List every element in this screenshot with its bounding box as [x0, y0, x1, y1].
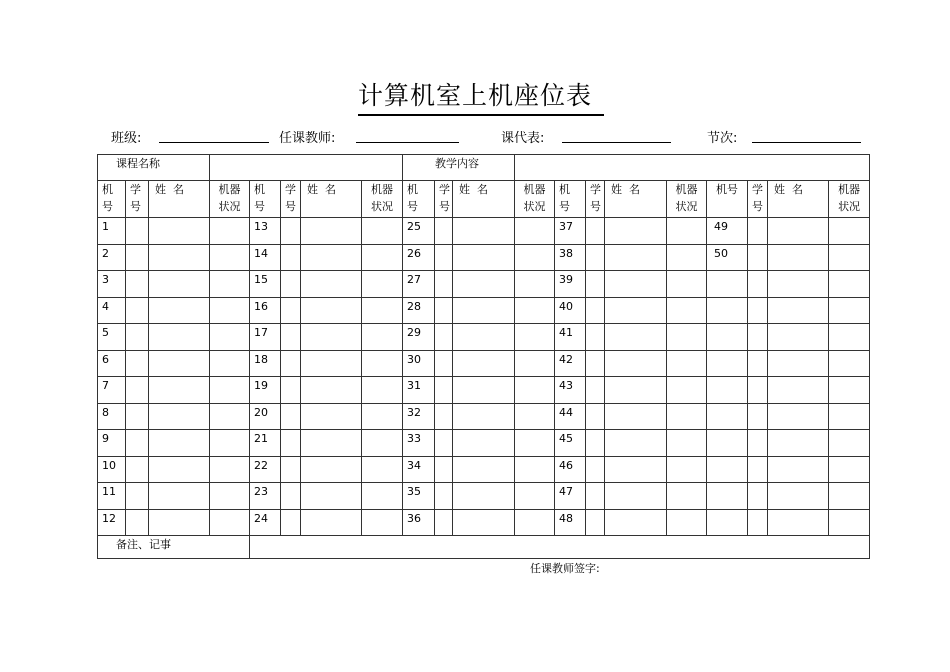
- student-no-cell[interactable]: [748, 377, 768, 404]
- machine-status-cell[interactable]: [829, 483, 870, 510]
- student-name-cell[interactable]: [605, 324, 667, 351]
- student-name-cell[interactable]: [301, 297, 362, 324]
- student-no-cell[interactable]: [748, 350, 768, 377]
- machine-number-cell: [707, 297, 748, 324]
- machine-number-cell: [707, 430, 748, 457]
- student-no-cell[interactable]: [435, 377, 453, 404]
- student-name-cell[interactable]: [605, 509, 667, 536]
- machine-status-cell[interactable]: [362, 324, 403, 351]
- machine-number-cell: 11: [98, 483, 126, 510]
- machine-status-cell[interactable]: [362, 403, 403, 430]
- student-no-cell[interactable]: [748, 218, 768, 245]
- machine-number-cell: 14: [250, 244, 281, 271]
- student-no-cell[interactable]: [586, 350, 605, 377]
- student-name-cell[interactable]: [149, 509, 210, 536]
- student-name-cell[interactable]: [453, 483, 515, 510]
- student-no-cell[interactable]: [281, 509, 301, 536]
- student-no-cell[interactable]: [126, 403, 149, 430]
- student-no-cell[interactable]: [435, 350, 453, 377]
- student-no-cell[interactable]: [748, 509, 768, 536]
- machine-status-cell[interactable]: [210, 350, 250, 377]
- student-name-cell[interactable]: [301, 244, 362, 271]
- student-name-cell[interactable]: [453, 350, 515, 377]
- student-no-cell[interactable]: [586, 297, 605, 324]
- machine-number-cell: 3: [98, 271, 126, 298]
- machine-number-cell: 43: [555, 377, 586, 404]
- student-name-cell[interactable]: [453, 271, 515, 298]
- table-row: [98, 456, 870, 483]
- student-no-cell[interactable]: [126, 483, 149, 510]
- notes-field[interactable]: [250, 536, 870, 559]
- notes-row: [98, 536, 870, 559]
- header-student-no: 学 号: [748, 181, 768, 218]
- student-name-cell[interactable]: [453, 509, 515, 536]
- student-name-cell[interactable]: [149, 271, 210, 298]
- machine-number-cell: 34: [403, 456, 435, 483]
- machine-number-cell: 37: [555, 218, 586, 245]
- student-name-cell[interactable]: [301, 271, 362, 298]
- student-no-cell[interactable]: [126, 244, 149, 271]
- student-name-cell[interactable]: [605, 350, 667, 377]
- student-no-cell[interactable]: [281, 350, 301, 377]
- machine-status-cell[interactable]: [210, 271, 250, 298]
- student-no-cell[interactable]: [126, 324, 149, 351]
- machine-number-cell: 30: [403, 350, 435, 377]
- student-no-cell[interactable]: [281, 456, 301, 483]
- table-row: [98, 509, 870, 536]
- table-row: [98, 271, 870, 298]
- machine-number-cell: 35: [403, 483, 435, 510]
- machine-status-cell[interactable]: [515, 430, 555, 457]
- student-no-cell[interactable]: [435, 324, 453, 351]
- machine-status-cell[interactable]: [829, 456, 870, 483]
- seat-table: [97, 154, 870, 559]
- student-no-cell[interactable]: [281, 430, 301, 457]
- student-no-cell[interactable]: [126, 271, 149, 298]
- student-name-cell[interactable]: [453, 244, 515, 271]
- header-student-name: 姓 名: [768, 181, 829, 218]
- table-row: [98, 483, 870, 510]
- machine-number-cell: 29: [403, 324, 435, 351]
- student-no-cell[interactable]: [435, 218, 453, 245]
- machine-number-cell: 42: [555, 350, 586, 377]
- machine-number-cell: 23: [250, 483, 281, 510]
- student-no-cell[interactable]: [748, 324, 768, 351]
- student-no-cell[interactable]: [435, 297, 453, 324]
- student-name-cell[interactable]: [453, 456, 515, 483]
- student-no-cell[interactable]: [281, 324, 301, 351]
- machine-number-cell: 7: [98, 377, 126, 404]
- machine-number-cell: 6: [98, 350, 126, 377]
- machine-status-cell[interactable]: [362, 483, 403, 510]
- header-machine-status: 机器 状况: [515, 181, 555, 218]
- machine-status-cell[interactable]: [515, 271, 555, 298]
- student-no-cell[interactable]: [748, 244, 768, 271]
- machine-number-cell: 16: [250, 297, 281, 324]
- student-name-cell[interactable]: [149, 244, 210, 271]
- header-machine-status: 机器 状况: [210, 181, 250, 218]
- machine-number-cell: 22: [250, 456, 281, 483]
- machine-number-cell: 28: [403, 297, 435, 324]
- student-name-cell[interactable]: [453, 297, 515, 324]
- machine-number-cell: [707, 271, 748, 298]
- student-name-cell[interactable]: [453, 430, 515, 457]
- machine-status-cell[interactable]: [829, 244, 870, 271]
- machine-status-cell[interactable]: [829, 377, 870, 404]
- student-name-cell[interactable]: [768, 456, 829, 483]
- teaching-content-label: 教学内容: [403, 155, 515, 181]
- student-no-cell[interactable]: [586, 271, 605, 298]
- header-row: [98, 181, 870, 218]
- student-no-cell[interactable]: [748, 297, 768, 324]
- machine-number-cell: 9: [98, 430, 126, 457]
- student-name-cell[interactable]: [301, 509, 362, 536]
- student-no-cell[interactable]: [281, 271, 301, 298]
- student-name-cell[interactable]: [149, 350, 210, 377]
- period-field: [707, 127, 737, 145]
- machine-status-cell[interactable]: [210, 509, 250, 536]
- machine-number-cell: 40: [555, 297, 586, 324]
- machine-number-cell: 33: [403, 430, 435, 457]
- header-machine-no: 机号: [707, 181, 748, 218]
- teacher-field: [279, 127, 335, 145]
- header-student-name: 姓 名: [453, 181, 515, 218]
- header-student-name: 姓 名: [605, 181, 667, 218]
- machine-status-cell[interactable]: [515, 350, 555, 377]
- student-name-cell[interactable]: [149, 297, 210, 324]
- student-no-cell[interactable]: [748, 403, 768, 430]
- teacher-input-line[interactable]: [356, 142, 459, 143]
- student-no-cell[interactable]: [126, 297, 149, 324]
- header-student-name: 姓 名: [149, 181, 210, 218]
- student-name-cell[interactable]: [149, 377, 210, 404]
- machine-number-cell: 41: [555, 324, 586, 351]
- student-name-cell[interactable]: [301, 377, 362, 404]
- machine-status-cell[interactable]: [667, 403, 707, 430]
- student-no-cell[interactable]: [281, 244, 301, 271]
- machine-status-cell[interactable]: [362, 456, 403, 483]
- machine-number-cell: 44: [555, 403, 586, 430]
- period-label: 节次:: [707, 131, 738, 146]
- class-label: 班级:: [111, 131, 142, 146]
- student-no-cell[interactable]: [435, 430, 453, 457]
- table-row: [98, 218, 870, 245]
- machine-status-cell[interactable]: [829, 297, 870, 324]
- table-row: [98, 377, 870, 404]
- machine-status-cell[interactable]: [362, 218, 403, 245]
- machine-status-cell[interactable]: [515, 483, 555, 510]
- student-name-cell[interactable]: [768, 509, 829, 536]
- student-no-cell[interactable]: [748, 430, 768, 457]
- machine-status-cell[interactable]: [362, 377, 403, 404]
- machine-number-cell: 2: [98, 244, 126, 271]
- student-name-cell[interactable]: [301, 324, 362, 351]
- machine-number-cell: 10: [98, 456, 126, 483]
- machine-status-cell[interactable]: [667, 297, 707, 324]
- machine-number-cell: 49: [707, 218, 748, 245]
- machine-number-cell: 21: [250, 430, 281, 457]
- student-name-cell[interactable]: [605, 483, 667, 510]
- student-no-cell[interactable]: [586, 483, 605, 510]
- machine-number-cell: 38: [555, 244, 586, 271]
- course-name-field[interactable]: [210, 155, 403, 181]
- machine-status-cell[interactable]: [667, 244, 707, 271]
- machine-number-cell: [707, 403, 748, 430]
- student-name-cell[interactable]: [605, 456, 667, 483]
- student-no-cell[interactable]: [748, 483, 768, 510]
- student-no-cell[interactable]: [281, 483, 301, 510]
- table-row: [98, 297, 870, 324]
- student-no-cell[interactable]: [126, 430, 149, 457]
- machine-status-cell[interactable]: [210, 218, 250, 245]
- student-name-cell[interactable]: [768, 324, 829, 351]
- student-name-cell[interactable]: [301, 483, 362, 510]
- machine-number-cell: [707, 350, 748, 377]
- student-name-cell[interactable]: [768, 403, 829, 430]
- machine-status-cell[interactable]: [210, 324, 250, 351]
- student-no-cell[interactable]: [586, 324, 605, 351]
- student-name-cell[interactable]: [453, 377, 515, 404]
- machine-status-cell[interactable]: [362, 271, 403, 298]
- machine-number-cell: 25: [403, 218, 435, 245]
- student-name-cell[interactable]: [768, 271, 829, 298]
- rep-label: 课代表:: [501, 131, 545, 146]
- machine-status-cell[interactable]: [667, 218, 707, 245]
- machine-number-cell: 31: [403, 377, 435, 404]
- machine-number-cell: 47: [555, 483, 586, 510]
- machine-number-cell: 19: [250, 377, 281, 404]
- machine-status-cell[interactable]: [515, 218, 555, 245]
- student-name-cell[interactable]: [149, 403, 210, 430]
- student-no-cell[interactable]: [281, 377, 301, 404]
- machine-number-cell: 20: [250, 403, 281, 430]
- machine-status-cell[interactable]: [829, 509, 870, 536]
- student-no-cell[interactable]: [126, 377, 149, 404]
- machine-status-cell[interactable]: [362, 350, 403, 377]
- student-name-cell[interactable]: [605, 377, 667, 404]
- student-name-cell[interactable]: [605, 271, 667, 298]
- machine-number-cell: 4: [98, 297, 126, 324]
- machine-status-cell[interactable]: [667, 509, 707, 536]
- header-student-no: 学 号: [126, 181, 149, 218]
- machine-number-cell: 1: [98, 218, 126, 245]
- student-no-cell[interactable]: [435, 456, 453, 483]
- machine-status-cell[interactable]: [829, 403, 870, 430]
- student-name-cell[interactable]: [149, 483, 210, 510]
- header-machine-no: 机 号: [98, 181, 126, 218]
- student-no-cell[interactable]: [586, 218, 605, 245]
- student-name-cell[interactable]: [149, 324, 210, 351]
- machine-number-cell: 32: [403, 403, 435, 430]
- table-row: [98, 350, 870, 377]
- machine-status-cell[interactable]: [515, 456, 555, 483]
- machine-status-cell[interactable]: [210, 430, 250, 457]
- machine-status-cell[interactable]: [515, 297, 555, 324]
- student-no-cell[interactable]: [586, 430, 605, 457]
- machine-number-cell: 48: [555, 509, 586, 536]
- machine-status-cell[interactable]: [667, 377, 707, 404]
- table-row: [98, 403, 870, 430]
- machine-status-cell[interactable]: [362, 509, 403, 536]
- student-name-cell[interactable]: [149, 456, 210, 483]
- machine-status-cell[interactable]: [829, 350, 870, 377]
- header-student-no: 学 号: [435, 181, 453, 218]
- student-name-cell[interactable]: [768, 350, 829, 377]
- student-name-cell[interactable]: [453, 324, 515, 351]
- machine-status-cell[interactable]: [210, 377, 250, 404]
- machine-number-cell: [707, 377, 748, 404]
- header-student-name: 姓 名: [301, 181, 362, 218]
- teaching-content-field[interactable]: [515, 155, 870, 181]
- header-machine-no: 机 号: [555, 181, 586, 218]
- student-name-cell[interactable]: [453, 403, 515, 430]
- machine-number-cell: 46: [555, 456, 586, 483]
- course-row: [98, 155, 870, 181]
- machine-status-cell[interactable]: [210, 403, 250, 430]
- period-input-line[interactable]: [752, 142, 861, 143]
- machine-status-cell[interactable]: [210, 456, 250, 483]
- student-name-cell[interactable]: [768, 483, 829, 510]
- student-no-cell[interactable]: [435, 271, 453, 298]
- machine-status-cell[interactable]: [515, 244, 555, 271]
- machine-number-cell: 17: [250, 324, 281, 351]
- machine-number-cell: 15: [250, 271, 281, 298]
- student-no-cell[interactable]: [281, 297, 301, 324]
- machine-number-cell: 27: [403, 271, 435, 298]
- student-name-cell[interactable]: [605, 244, 667, 271]
- machine-number-cell: 24: [250, 509, 281, 536]
- machine-status-cell[interactable]: [210, 244, 250, 271]
- machine-status-cell[interactable]: [829, 430, 870, 457]
- machine-status-cell[interactable]: [515, 403, 555, 430]
- machine-number-cell: [707, 483, 748, 510]
- student-no-cell[interactable]: [748, 271, 768, 298]
- machine-status-cell[interactable]: [667, 350, 707, 377]
- student-no-cell[interactable]: [281, 218, 301, 245]
- student-name-cell[interactable]: [768, 430, 829, 457]
- student-name-cell[interactable]: [301, 350, 362, 377]
- student-name-cell[interactable]: [301, 403, 362, 430]
- machine-status-cell[interactable]: [515, 377, 555, 404]
- machine-status-cell[interactable]: [210, 483, 250, 510]
- machine-number-cell: [707, 456, 748, 483]
- student-no-cell[interactable]: [281, 403, 301, 430]
- class-input-line[interactable]: [159, 142, 269, 143]
- header-student-no: 学 号: [281, 181, 301, 218]
- machine-status-cell[interactable]: [667, 271, 707, 298]
- page-title: 计算机室上机座位表: [358, 76, 604, 116]
- student-no-cell[interactable]: [586, 403, 605, 430]
- student-name-cell[interactable]: [768, 377, 829, 404]
- rep-field: [501, 127, 544, 145]
- student-no-cell[interactable]: [435, 483, 453, 510]
- machine-status-cell[interactable]: [829, 271, 870, 298]
- student-no-cell[interactable]: [126, 509, 149, 536]
- machine-number-cell: 50: [707, 244, 748, 271]
- student-no-cell[interactable]: [586, 456, 605, 483]
- teacher-label: 任课教师:: [279, 131, 336, 146]
- student-name-cell[interactable]: [768, 218, 829, 245]
- machine-number-cell: 5: [98, 324, 126, 351]
- machine-number-cell: 12: [98, 509, 126, 536]
- machine-number-cell: 26: [403, 244, 435, 271]
- student-no-cell[interactable]: [435, 509, 453, 536]
- header-machine-status: 机器 状况: [362, 181, 403, 218]
- student-no-cell[interactable]: [126, 218, 149, 245]
- rep-input-line[interactable]: [562, 142, 671, 143]
- machine-status-cell[interactable]: [515, 509, 555, 536]
- student-no-cell[interactable]: [126, 350, 149, 377]
- table-row: [98, 324, 870, 351]
- student-name-cell[interactable]: [768, 244, 829, 271]
- student-name-cell[interactable]: [301, 218, 362, 245]
- student-no-cell[interactable]: [126, 456, 149, 483]
- student-name-cell[interactable]: [301, 430, 362, 457]
- student-name-cell[interactable]: [605, 403, 667, 430]
- header-machine-no: 机 号: [403, 181, 435, 218]
- student-name-cell[interactable]: [768, 297, 829, 324]
- student-no-cell[interactable]: [435, 244, 453, 271]
- student-no-cell[interactable]: [586, 244, 605, 271]
- course-name-label: 课程名称: [98, 155, 210, 181]
- student-name-cell[interactable]: [149, 218, 210, 245]
- student-name-cell[interactable]: [605, 430, 667, 457]
- machine-number-cell: 8: [98, 403, 126, 430]
- header-machine-status: 机器 状况: [829, 181, 870, 218]
- machine-status-cell[interactable]: [362, 297, 403, 324]
- machine-status-cell[interactable]: [667, 483, 707, 510]
- class-field: [111, 127, 141, 145]
- student-name-cell[interactable]: [149, 430, 210, 457]
- student-name-cell[interactable]: [605, 297, 667, 324]
- machine-status-cell[interactable]: [362, 244, 403, 271]
- machine-status-cell[interactable]: [362, 430, 403, 457]
- header-machine-status: 机器 状况: [667, 181, 707, 218]
- student-no-cell[interactable]: [748, 456, 768, 483]
- machine-number-cell: [707, 324, 748, 351]
- teacher-signature-label: 任课教师签字:: [530, 562, 600, 575]
- table-row: [98, 430, 870, 457]
- machine-number-cell: [707, 509, 748, 536]
- machine-number-cell: 36: [403, 509, 435, 536]
- student-name-cell[interactable]: [605, 218, 667, 245]
- machine-status-cell[interactable]: [515, 324, 555, 351]
- machine-status-cell[interactable]: [829, 218, 870, 245]
- table-row: [98, 244, 870, 271]
- student-no-cell[interactable]: [586, 509, 605, 536]
- student-name-cell[interactable]: [453, 218, 515, 245]
- machine-status-cell[interactable]: [210, 297, 250, 324]
- student-name-cell[interactable]: [301, 456, 362, 483]
- machine-number-cell: 45: [555, 430, 586, 457]
- notes-label: 备注、记事: [98, 536, 250, 559]
- machine-status-cell[interactable]: [667, 324, 707, 351]
- header-machine-no: 机 号: [250, 181, 281, 218]
- header-student-no: 学 号: [586, 181, 605, 218]
- machine-status-cell[interactable]: [667, 456, 707, 483]
- machine-status-cell[interactable]: [667, 430, 707, 457]
- student-no-cell[interactable]: [435, 403, 453, 430]
- machine-number-cell: 13: [250, 218, 281, 245]
- machine-number-cell: 39: [555, 271, 586, 298]
- student-no-cell[interactable]: [586, 377, 605, 404]
- machine-status-cell[interactable]: [829, 324, 870, 351]
- machine-number-cell: 18: [250, 350, 281, 377]
